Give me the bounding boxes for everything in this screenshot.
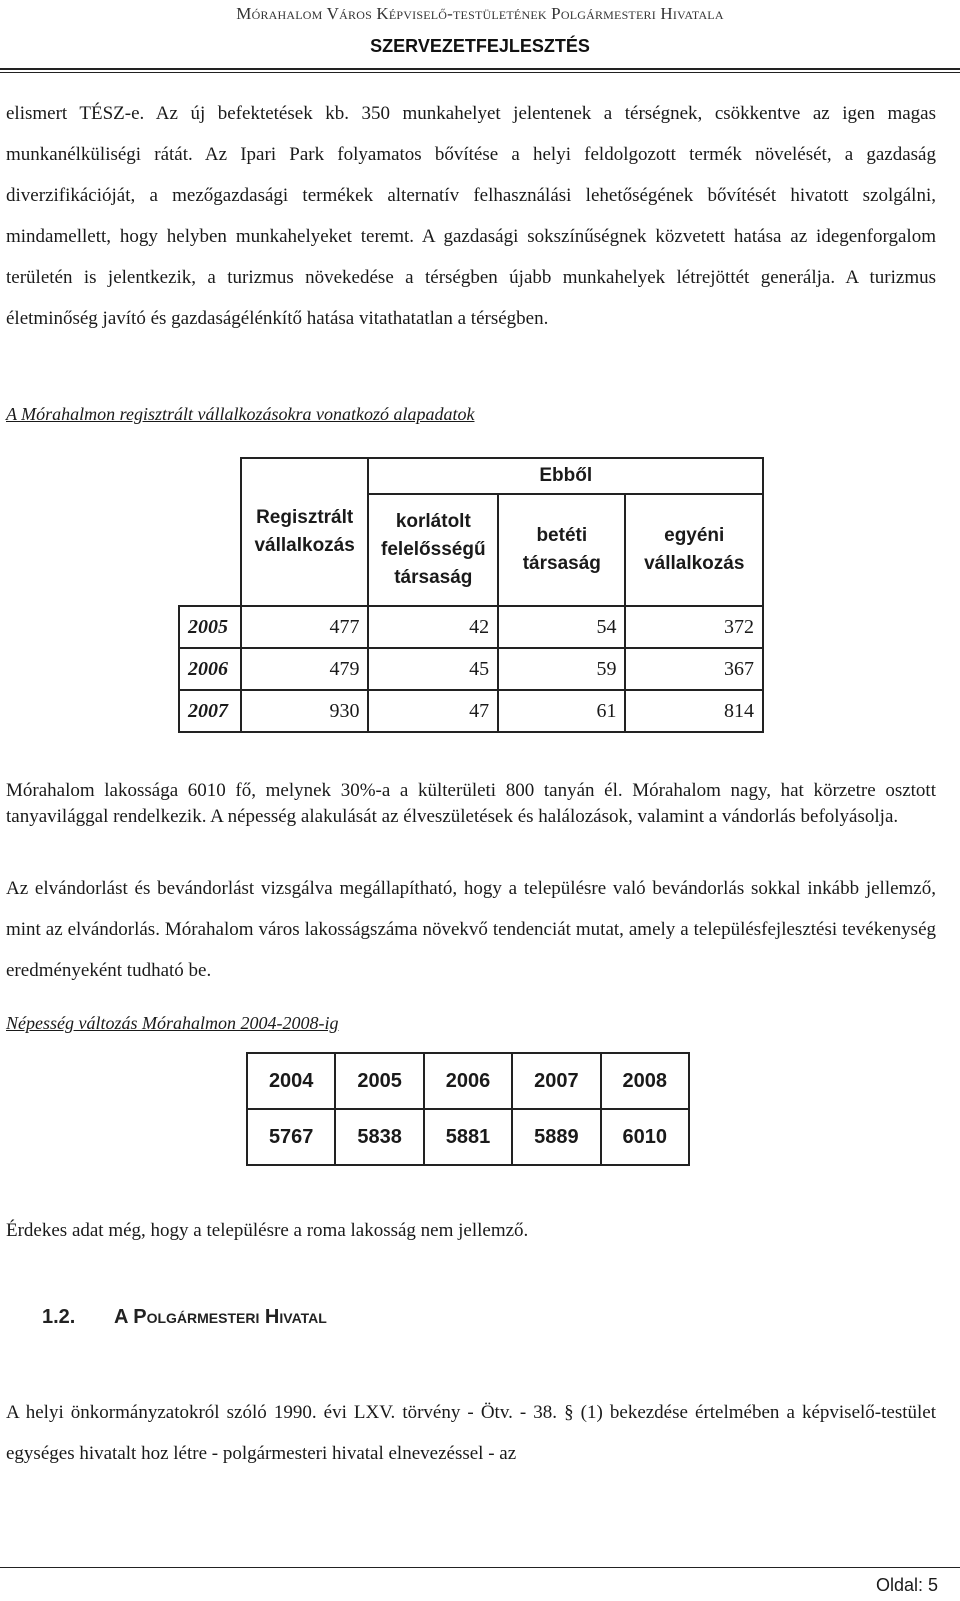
section-title: A Polgármesteri Hivatal (114, 1306, 327, 1328)
value-cell: 5767 (247, 1109, 335, 1165)
cell-registered: 479 (241, 648, 369, 690)
value-cell: 5838 (335, 1109, 423, 1165)
cell-bt: 54 (498, 606, 625, 648)
paragraph-roma: Érdekes adat még, hogy a településre a roma lakosság nem jellemző. (6, 1220, 529, 1241)
header-bt: betéti társaság (498, 494, 625, 606)
cell-ev: 372 (625, 606, 763, 648)
year-cell: 2004 (247, 1053, 335, 1109)
value-cell: 5889 (512, 1109, 600, 1165)
table-row-values (247, 1109, 689, 1165)
row-year: 2005 (179, 606, 241, 648)
cell-kft: 45 (368, 648, 498, 690)
year-cell: 2008 (601, 1053, 689, 1109)
header-registered: Regisztrált vállalkozás (241, 458, 369, 606)
table1-corner (179, 458, 241, 606)
cell-registered: 477 (241, 606, 369, 648)
row-year: 2007 (179, 690, 241, 732)
section-heading (42, 1306, 327, 1329)
cell-bt: 59 (498, 648, 625, 690)
enterprises-table (178, 457, 764, 733)
population-table (246, 1052, 690, 1166)
year-cell: 2005 (335, 1053, 423, 1109)
cell-kft: 47 (368, 690, 498, 732)
header-kft: korlátolt felelősségű társaság (368, 494, 498, 606)
table2-caption: Népesség változás Mórahalmon 2004-2008-ig (6, 1013, 339, 1033)
header-subtitle: SZERVEZETFEJLESZTÉS (370, 36, 590, 56)
cell-registered: 930 (241, 690, 369, 732)
year-cell: 2006 (424, 1053, 512, 1109)
footer-rule (0, 1567, 960, 1568)
header-rule (0, 68, 960, 70)
table-row (179, 606, 763, 648)
cell-ev: 367 (625, 648, 763, 690)
table1-caption: A Mórahalmon regisztrált vállalkozásokra vonatkozó alapadatok (6, 404, 475, 424)
header-group-ebbol: Ebből (368, 458, 763, 494)
header-organization: Mórahalom Város Képviselő-testületének Polgármesteri Hivatala (236, 4, 724, 23)
year-cell: 2007 (512, 1053, 600, 1109)
value-cell: 6010 (601, 1109, 689, 1165)
paragraph-industrial-park: elismert TÉSZ-e. Az új befektetések kb. 350 munkahelyet jelentenek a térségnek, csökkentve az igen magas munkanélküliségi rátát. Az Ipari Park folyamatos bővítése a helyi feldolgozott termék növelését, a gazdaság diverzifikációját, a mezőgazdasági termékek alternatív felhasználási lehetőségének bővítését hivatott szolgálni, mindamellett, hogy helyben munkahelyeket teremt. A gazdasági sokszínűségnek közvetett hatása az idegenforgalom területén is jelentkezik, a turizmus növekedése a térségben újabb munkahelyek létrejöttét generálja. A turizmus életminőség javító és gazdaságélénkítő hatása vitathatatlan a térségben. (6, 103, 936, 329)
cell-bt: 61 (498, 690, 625, 732)
cell-kft: 42 (368, 606, 498, 648)
paragraph-population: Mórahalom lakossága 6010 fő, melynek 30%-a a külterületi 800 tanyán él. Mórahalom nagy, hat körzetre osztott tanyavilággal rendelkezik. A népesség alakulását az élveszületések és halálozások, valamint a vándorlás befolyásolja. (6, 780, 936, 827)
table-row-years (247, 1053, 689, 1109)
value-cell: 5881 (424, 1109, 512, 1165)
paragraph-law: A helyi önkormányzatokról szóló 1990. évi LXV. törvény - Ötv. - 38. § (1) bekezdése értelmében a képviselő-testület egységes hivatalt hoz létre - polgármesteri hivatal elnevezéssel - az (6, 1402, 936, 1464)
paragraph-migration: Az elvándorlást és bevándorlást vizsgálva megállapítható, hogy a településre való bevándorlás sokkal inkább jellemző, mint az elvándorlás. Mórahalom város lakosságszáma növekvő tendenciát mutat, amely a településfejlesztési tevékenység eredményeként tudható be. (6, 878, 936, 981)
table-row (179, 690, 763, 732)
row-year: 2006 (179, 648, 241, 690)
page-number: Oldal: 5 (875, 1575, 938, 1595)
table-row (179, 648, 763, 690)
cell-ev: 814 (625, 690, 763, 732)
header-ev: egyéni vállalkozás (625, 494, 763, 606)
section-number: 1.2. (42, 1306, 76, 1328)
header-rule-thin (0, 72, 960, 73)
